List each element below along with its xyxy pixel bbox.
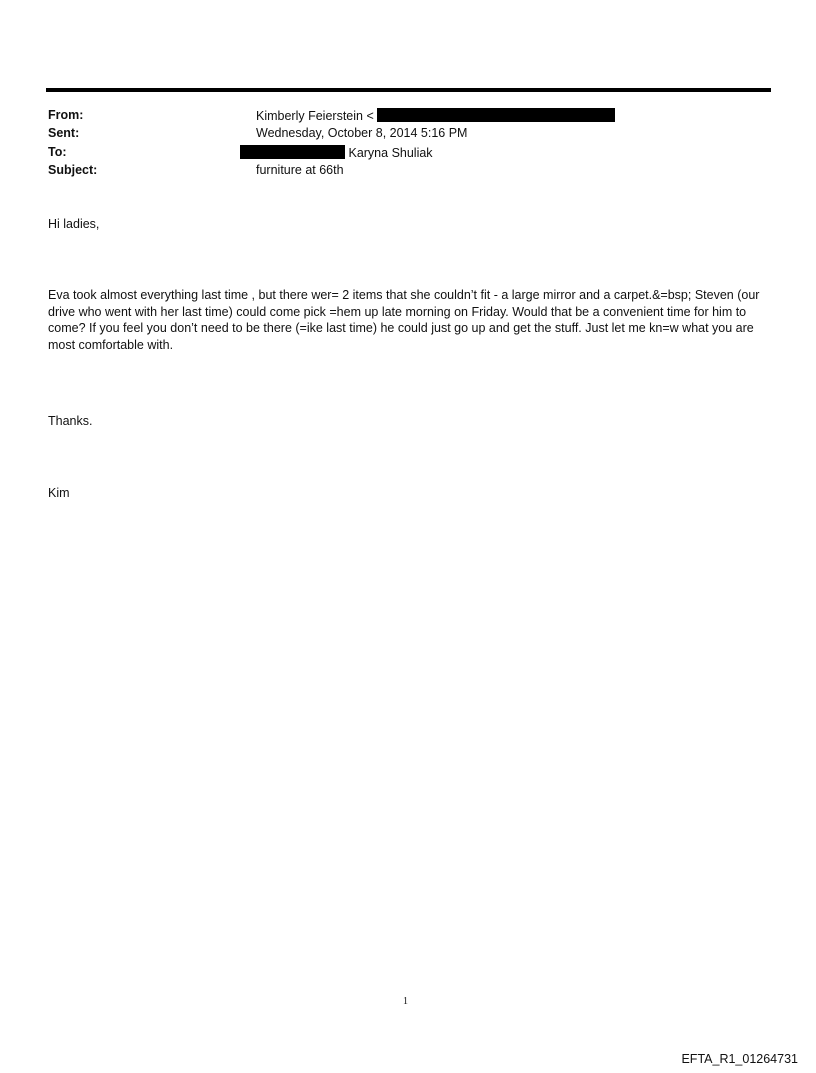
to-recipient: Karyna Shuliak bbox=[348, 146, 433, 160]
sent-value: Wednesday, October 8, 2014 5:16 PM bbox=[256, 126, 468, 140]
to-value bbox=[240, 145, 433, 160]
from-label: From: bbox=[48, 108, 84, 122]
closing-thanks: Thanks. bbox=[48, 414, 93, 428]
document-id: EFTA_R1_01264731 bbox=[681, 1052, 798, 1066]
from-name: Kimberly Feierstein < bbox=[256, 109, 374, 123]
redaction-block bbox=[240, 145, 345, 159]
subject-value: furniture at 66th bbox=[256, 163, 344, 177]
to-label: To: bbox=[48, 145, 67, 159]
from-value bbox=[256, 108, 615, 123]
signature: Kim bbox=[48, 486, 70, 500]
header-divider bbox=[46, 88, 771, 92]
message-paragraph: Eva took almost everything last time , but there wer= 2 items that she couldn’t fit - a large mirror and a carpet.&=bsp; Steven (our drive who went with her last time) could come pick =hem up late morning on Friday. Would that be a convenient time for him to come? If you feel you don’t need to be there (=ike last time) he could just go up and get the stuff. Just let me kn=w what you are most comfortable with. bbox=[48, 288, 760, 352]
sent-label: Sent: bbox=[48, 126, 80, 140]
redaction-block bbox=[377, 108, 615, 122]
subject-label: Subject: bbox=[48, 163, 98, 177]
page-number: 1 bbox=[403, 996, 408, 1007]
greeting: Hi ladies, bbox=[48, 217, 100, 231]
